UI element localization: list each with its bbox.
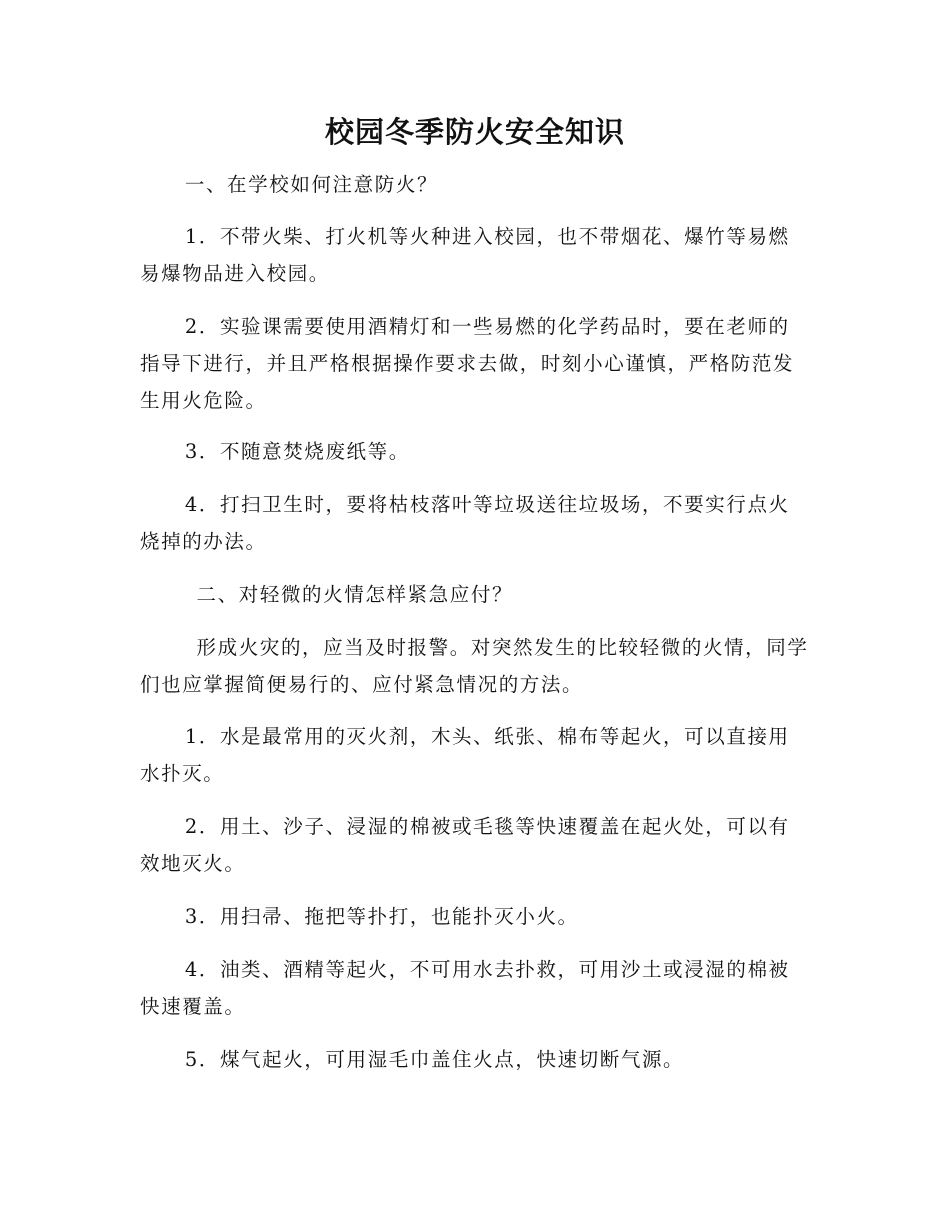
section-heading-2: 二、对轻微的火情怎样紧急应付？ <box>196 583 514 606</box>
paragraph-2-3: 3．用扫帚、拖把等扑打，也能扑灭小火。 <box>184 905 579 928</box>
paragraph-2-5: 5．煤气起火，可用湿毛巾盖住火点，快速切断气源。 <box>184 1048 685 1071</box>
paragraph-2-intro: 形成火灾的，应当及时报警。对突然发生的比较轻微的火情，同学们也应掌握简便易行的、应付紧急情况的方法。 <box>140 636 809 696</box>
paragraph-1-4: 4．打扫卫生时，要将枯枝落叶等垃圾送往垃圾场，不要实行点火烧掉的办法。 <box>140 493 790 553</box>
paragraph-1-1: 1．不带火柴、打火机等火种进入校园，也不带烟花、爆竹等易燃易爆物品进入校园。 <box>140 225 790 285</box>
paragraph-2-1: 1．水是最常用的灭火剂，木头、纸张、棉布等起火，可以直接用水扑灭。 <box>140 725 790 785</box>
document-title: 校园冬季防火安全知识 <box>324 115 625 149</box>
paragraph-2-4: 4．油类、酒精等起火，不可用水去扑救，可用沙土或浸湿的棉被快速覆盖。 <box>140 958 790 1018</box>
section-heading-1: 一、在学校如何注意防火？ <box>184 173 439 196</box>
paragraph-1-3: 3．不随意焚烧废纸等。 <box>184 440 410 463</box>
paragraph-1-2: 2．实验课需要使用酒精灯和一些易燃的化学药品时，要在老师的指导下进行，并且严格根据操作要求去做，时刻小心谨慎，严格防范发生用火危险。 <box>140 315 795 412</box>
paragraph-2-2: 2．用土、沙子、浸湿的棉被或毛毯等快速覆盖在起火处，可以有效地灭火。 <box>140 815 790 875</box>
